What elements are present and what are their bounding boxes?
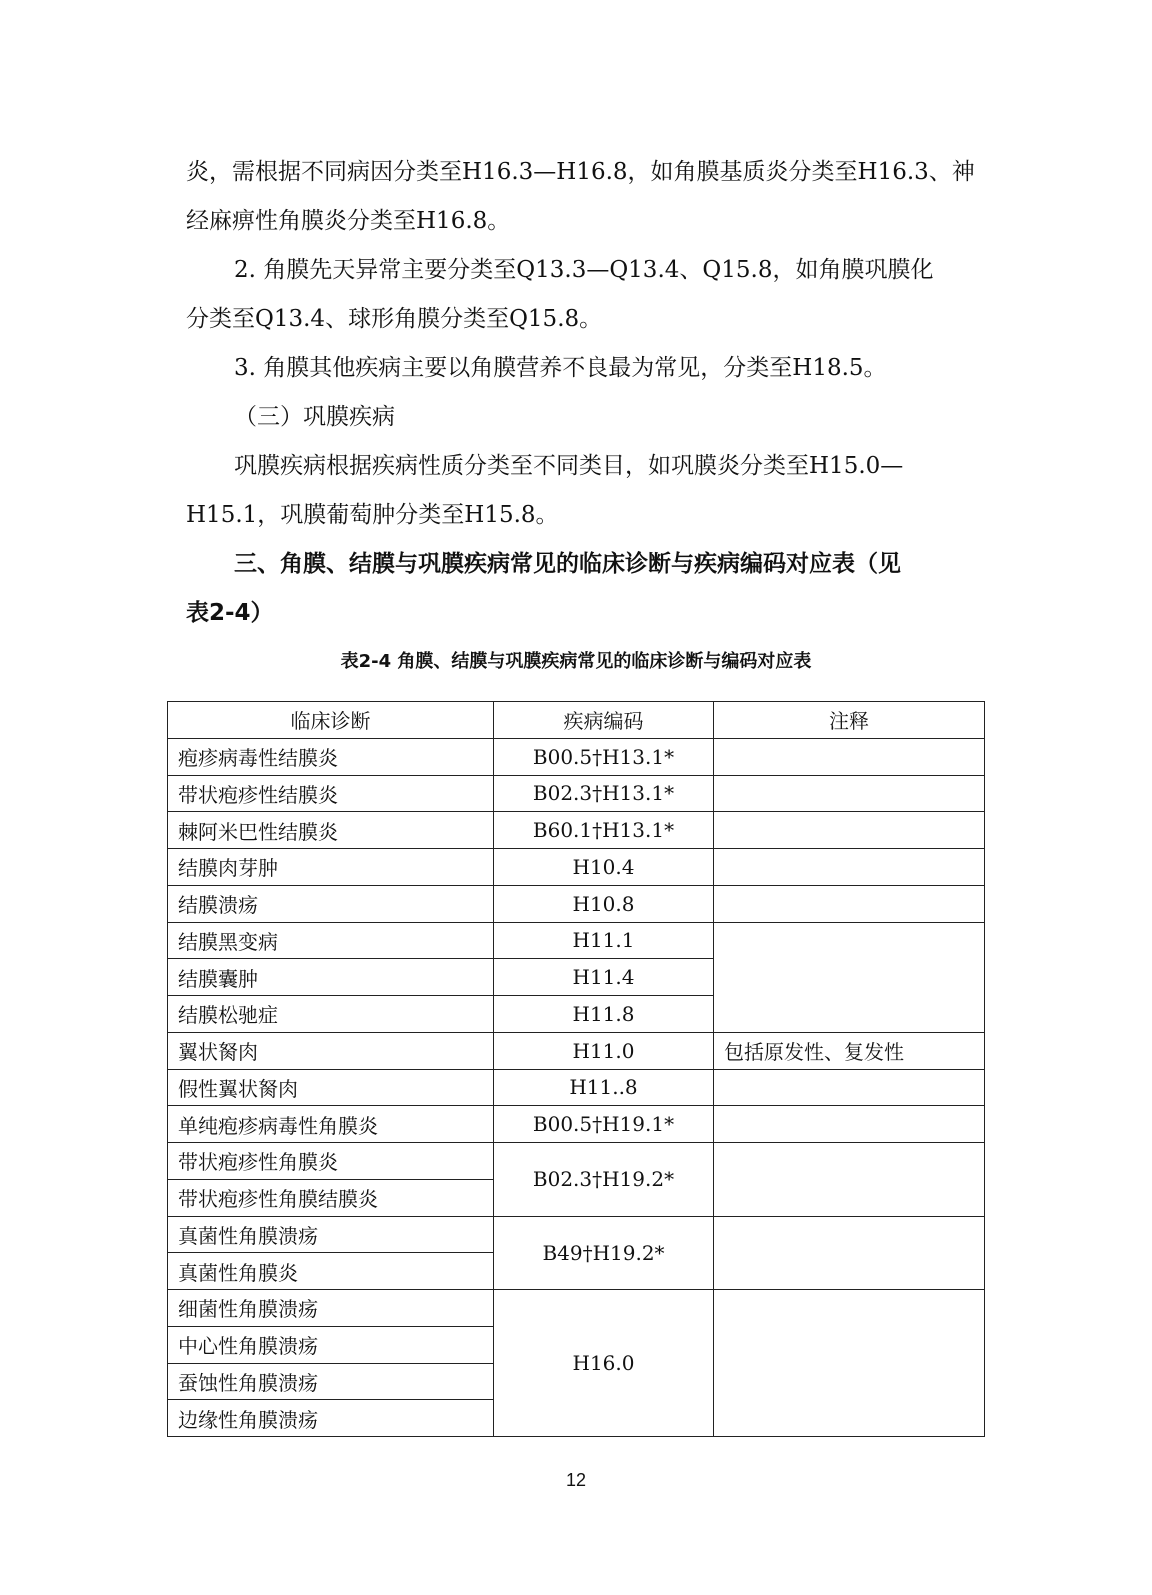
column-header-diagnosis: 临床诊断 — [168, 702, 494, 739]
diagnosis-cell: 假性翼状胬肉 — [168, 1069, 494, 1106]
table-row — [168, 922, 985, 959]
note-cell — [714, 1216, 985, 1290]
diagnosis-cell: 真菌性角膜炎 — [168, 1253, 494, 1290]
note-cell — [714, 1143, 985, 1217]
note-cell — [714, 849, 985, 886]
diagnosis-cell: 结膜松驰症 — [168, 996, 494, 1033]
code-cell: H10.8 — [494, 885, 714, 922]
column-header-code: 疾病编码 — [494, 702, 714, 739]
body-paragraph-line: 经麻痹性角膜炎分类至H16.8。 — [186, 208, 511, 234]
table-row — [168, 1143, 985, 1180]
diagnosis-code-table — [167, 701, 985, 1437]
table-row — [168, 849, 985, 886]
note-cell — [714, 812, 985, 849]
body-paragraph-line: 炎，需根据不同病因分类至H16.3—H16.8，如角膜基质炎分类至H16.3、神 — [186, 159, 975, 185]
diagnosis-cell: 结膜肉芽肿 — [168, 849, 494, 886]
note-cell: 包括原发性、复发性 — [714, 1032, 985, 1069]
body-paragraph-line: 3. 角膜其他疾病主要以角膜营养不良最为常见，分类至H18.5。 — [234, 355, 887, 381]
note-cell — [714, 1069, 985, 1106]
body-paragraph-line: 巩膜疾病根据疾病性质分类至不同类目，如巩膜炎分类至H15.0— — [234, 453, 904, 479]
note-cell — [714, 775, 985, 812]
table-row — [168, 885, 985, 922]
diagnosis-cell: 蚕蚀性角膜溃疡 — [168, 1363, 494, 1400]
diagnosis-cell: 中心性角膜溃疡 — [168, 1326, 494, 1363]
table-row — [168, 1032, 985, 1069]
note-cell — [714, 1290, 985, 1437]
code-cell: H11.4 — [494, 959, 714, 996]
diagnosis-cell: 翼状胬肉 — [168, 1032, 494, 1069]
table-row — [168, 1216, 985, 1253]
code-cell: H11.0 — [494, 1032, 714, 1069]
table-row — [168, 775, 985, 812]
code-cell: B00.5†H13.1* — [494, 738, 714, 775]
code-cell: H10.4 — [494, 849, 714, 886]
column-header-note: 注释 — [714, 702, 985, 739]
subsection-heading: （三）巩膜疾病 — [234, 404, 395, 430]
diagnosis-cell: 结膜囊肿 — [168, 959, 494, 996]
diagnosis-cell: 边缘性角膜溃疡 — [168, 1400, 494, 1437]
diagnosis-cell: 细菌性角膜溃疡 — [168, 1290, 494, 1327]
table-row — [168, 1069, 985, 1106]
table-row — [168, 1106, 985, 1143]
diagnosis-cell: 结膜黑变病 — [168, 922, 494, 959]
body-paragraph-line: 2. 角膜先天异常主要分类至Q13.3—Q13.4、Q15.8，如角膜巩膜化 — [234, 257, 934, 283]
table-row — [168, 1290, 985, 1327]
note-cell — [714, 738, 985, 775]
body-paragraph-line: 分类至Q13.4、球形角膜分类至Q15.8。 — [186, 306, 603, 332]
code-cell: B02.3†H19.2* — [494, 1143, 714, 1217]
diagnosis-cell: 结膜溃疡 — [168, 885, 494, 922]
code-cell: B00.5†H19.1* — [494, 1106, 714, 1143]
note-cell — [714, 922, 985, 1032]
table-header-row — [168, 702, 985, 739]
table-row — [168, 738, 985, 775]
diagnosis-cell: 单纯疱疹病毒性角膜炎 — [168, 1106, 494, 1143]
diagnosis-cell: 带状疱疹性结膜炎 — [168, 775, 494, 812]
note-cell — [714, 1106, 985, 1143]
diagnosis-cell: 疱疹病毒性结膜炎 — [168, 738, 494, 775]
diagnosis-cell: 真菌性角膜溃疡 — [168, 1216, 494, 1253]
code-cell: B60.1†H13.1* — [494, 812, 714, 849]
section-heading: 三、角膜、结膜与巩膜疾病常见的临床诊断与疾病编码对应表（见 — [234, 551, 901, 577]
body-paragraph-line: H15.1，巩膜葡萄肿分类至H15.8。 — [186, 502, 559, 528]
note-cell — [714, 885, 985, 922]
table-caption: 表2-4 角膜、结膜与巩膜疾病常见的临床诊断与编码对应表 — [340, 651, 812, 672]
code-cell: B02.3†H13.1* — [494, 775, 714, 812]
page-number: 12 — [565, 1470, 587, 1490]
code-cell: H16.0 — [494, 1290, 714, 1437]
diagnosis-cell: 带状疱疹性角膜炎 — [168, 1143, 494, 1180]
section-heading-continued: 表2-4） — [186, 600, 274, 626]
code-cell: H11.1 — [494, 922, 714, 959]
code-cell: H11..8 — [494, 1069, 714, 1106]
table-row — [168, 812, 985, 849]
code-cell: H11.8 — [494, 996, 714, 1033]
diagnosis-cell: 棘阿米巴性结膜炎 — [168, 812, 494, 849]
code-cell: B49†H19.2* — [494, 1216, 714, 1290]
diagnosis-cell: 带状疱疹性角膜结膜炎 — [168, 1179, 494, 1216]
